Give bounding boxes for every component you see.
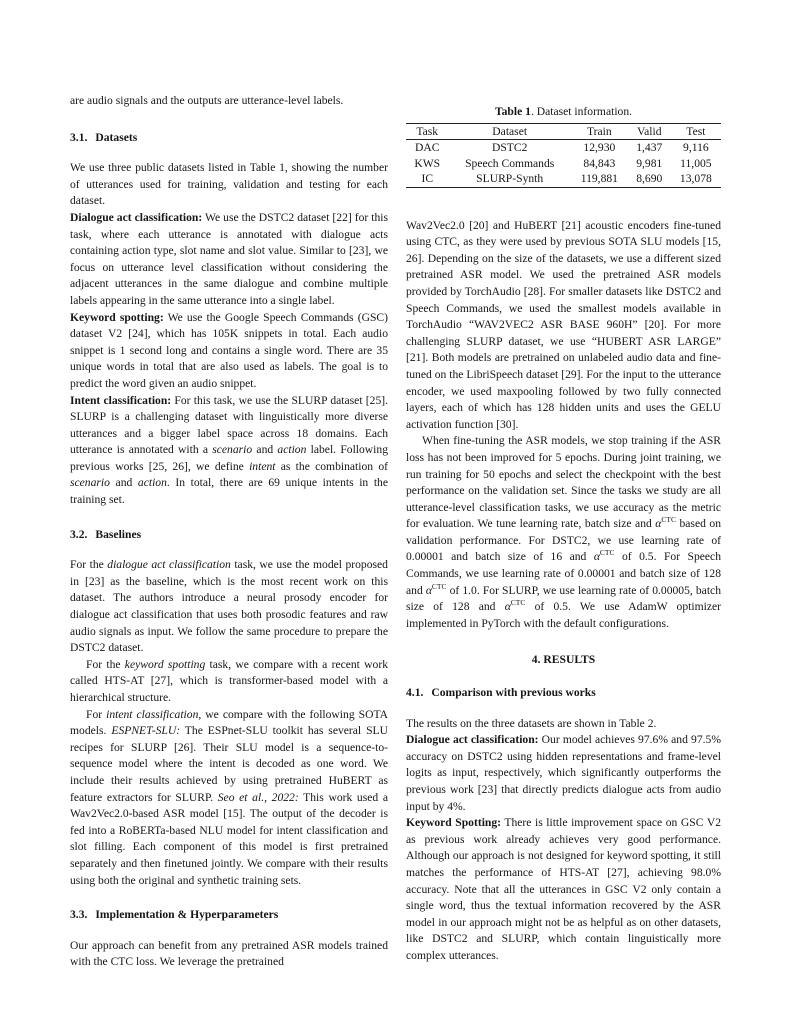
baseline-kws-paragraph: For the keyword spotting task, we compare with a recent work called HTS-AT [27], which is transformer-based model with a hierarchical structure. bbox=[70, 657, 388, 704]
intro-line: are audio signals and the outputs are utterance-level labels. bbox=[70, 94, 344, 107]
section-3-2-heading: 3.2. Baselines bbox=[70, 527, 142, 541]
table-cell: 12,930 bbox=[583, 141, 616, 155]
section-4-heading: 4. RESULTS bbox=[531, 653, 596, 667]
table-header-cell: Dataset bbox=[492, 124, 528, 138]
table-cell: Speech Commands bbox=[465, 156, 555, 170]
results-kws-paragraph: Keyword Spotting: There is little improvement space on GSC V2 as previous work already achieves very good performance. Although our approach is not designed for keyword spotting, it still matches the performance of HTS-AT [27], achieving 98.0% accuracy. Note that all the utterances in GSC V2 only contain a single word, thus the textual information recovered by the ASR model in our approach might not be as helpful as on other datasets, like DSTC2 and SLURP, which contain linguistically more complex utterances. bbox=[406, 816, 721, 962]
table-cell: 84,843 bbox=[583, 156, 616, 170]
dac-paragraph: Dialogue act classification: We use the DSTC2 dataset [22] for this task, where each utterance is annotated with dialogue acts containing action type, slot name and slot value. Similar to [23], we focus on utterance level classification without considering the adjacent utterances in the same dialogue and combine multiple labels appearing in the same utterance into a single label. bbox=[70, 210, 388, 307]
table-row bbox=[406, 140, 721, 156]
table-header-cell: Task bbox=[416, 124, 439, 138]
table-cell: 8,690 bbox=[636, 172, 663, 186]
table-header-cell: Train bbox=[587, 124, 612, 138]
implementation-paragraph-start: Our approach can benefit from any pretrained ASR models trained with the CTC loss. We leverage the pretrained bbox=[70, 938, 388, 969]
table-header-cell: Valid bbox=[637, 124, 662, 138]
section-3-3-heading: 3.3. Implementation & Hyperparameters bbox=[70, 908, 279, 922]
hyperparameter-paragraph: When fine-tuning the ASR models, we stop training if the ASR loss has not been improved for 5 epochs. During joint training, we run training for 50 epochs and select the checkpoint with the best performance on the validation set. Since the tasks we study are all utterance-level classification tasks, we use accuracy as the metric for evaluation. We tune learning rate, batch size and $\alpha^{CTC}$ based on validation performance. For DSTC2, we use learning rate of 0.00001 and batch size of 16 and $\alpha^{CTC}$ of 0.5. For Speech Commands, we use learning rate of 0.00001 and batch size of 128 and $\alpha^{CTC}$ of 1.0. For SLURP, we use learning rate of 0.00005, batch size of 128 and $\alpha^{CTC}$ of 0.5. We use AdamW optimizer implemented in PyTorch with the default configurations. bbox=[406, 434, 721, 630]
table-cell: 119,881 bbox=[580, 172, 618, 186]
dataset-table bbox=[406, 123, 721, 188]
table-header-row bbox=[406, 123, 721, 140]
table-cell: 9,116 bbox=[683, 141, 709, 155]
ic-paragraph: Intent classification: For this task, we use the SLURP dataset [25]. SLURP is a challenging dataset with linguistically more diverse utterances and a bigger label space across 18 domains. Each utterance is annotated with a scenario and action label. Following previous works [25, 26], we define intent as the combination of scenario and action. In total, there are 69 unique intents in the training set. bbox=[70, 393, 389, 507]
baseline-dac-paragraph: For the dialogue act classification task, we use the model proposed in [23] as the baseline, which is the most recent work on this dataset. The authors introduce a neural prosody encoder for dialogue act classification that uses both prosodic features and raw audio signals as input. We follow the same procedure to prepare the DSTC2 dataset. bbox=[70, 558, 388, 655]
table-row bbox=[406, 171, 721, 187]
table-cell: SLURP-Synth bbox=[476, 172, 544, 186]
results-intro: The results on the three datasets are shown in Table 2. bbox=[406, 716, 657, 730]
datasets-intro-paragraph: We use three public datasets listed in Table 1, showing the number of utterances used for training, validation and testing for each dataset. bbox=[70, 161, 388, 208]
table-cell: 13,078 bbox=[679, 172, 712, 186]
baseline-ic-paragraph: For intent classification, we compare with the following SOTA models. ESPNET-SLU: The ESPnet-SLU toolkit has several SLU recipes for SLURP [26]. Their SLU model is a sequence-to-sequence model where the intent is decoded as one word. We include their results achieved by using pretrained HuBERT as feature extractors for SLURP. Seo et al., 2022: This work used a Wav2Vec2.0-based ASR model [15]. The output of the decoder is fed into a RoBERTa-based NLU model for intent classification and slot filling. Each component of this model is first pretrained separately and then finetuned jointly. We compare with their results using both the original and synthetic training sets. bbox=[70, 707, 388, 887]
section-4-1-heading: 4.1. Comparison with previous works bbox=[406, 686, 596, 700]
table-cell: 1,437 bbox=[636, 141, 663, 155]
table-1-caption: Table 1. Dataset information. bbox=[494, 105, 633, 118]
table-cell: DAC bbox=[415, 141, 440, 155]
table-header-cell: Test bbox=[686, 124, 706, 138]
table-cell: 11,005 bbox=[680, 156, 712, 170]
left-column bbox=[70, 93, 388, 971]
table-cell: DSTC2 bbox=[491, 141, 528, 155]
right-column bbox=[406, 104, 721, 965]
table-row bbox=[406, 156, 721, 172]
table-cell: KWS bbox=[414, 156, 441, 170]
table-cell: IC bbox=[421, 172, 434, 186]
kws-paragraph: Keyword spotting: We use the Google Speech Commands (GSC) dataset V2 [24], which has 105K snippets in total. Each audio snippet is 1 second long and contains a single word. There are 35 unique words in total that are also used as labels. The goal is to predict the word given an audio snippet. bbox=[70, 310, 388, 390]
results-dac-paragraph: Dialogue act classification: Our model achieves 97.6% and 97.5% accuracy on DSTC2 using hidden representations and frame-level logits as input, respectively, which significantly outperforms the previous work [23] that directly predicts dialogue acts from audio input by 4%. bbox=[406, 733, 721, 813]
table-cell: 9,981 bbox=[636, 156, 663, 170]
section-3-1-heading: 3.1. Datasets bbox=[70, 130, 138, 144]
implementation-paragraph-continued: Wav2Vec2.0 [20] and HuBERT [21] acoustic encoders fine-tuned using CTC, as they were used by previous SOTA SLU models [15, 26]. Depending on the size of the datasets, we use a different sized pretrained ASR model. We used the pretrained ASR models provided by TorchAudio [28]. For smaller datasets like DSTC2 and Speech Commands, we used the smallest models available in TorchAudio “WAV2VEC2 ASR BASE 960H” [20]. For more challenging SLURP dataset, we use “HUBERT ASR LARGE” [21]. Both models are pretrained on unlabeled audio data and fine-tuned on the LibriSpeech dataset [29]. For the input to the utterance encoder, we used maxpooling followed by two fully connected layers, each of which has 128 hidden units and uses the GELU activation function [30]. bbox=[406, 218, 721, 431]
